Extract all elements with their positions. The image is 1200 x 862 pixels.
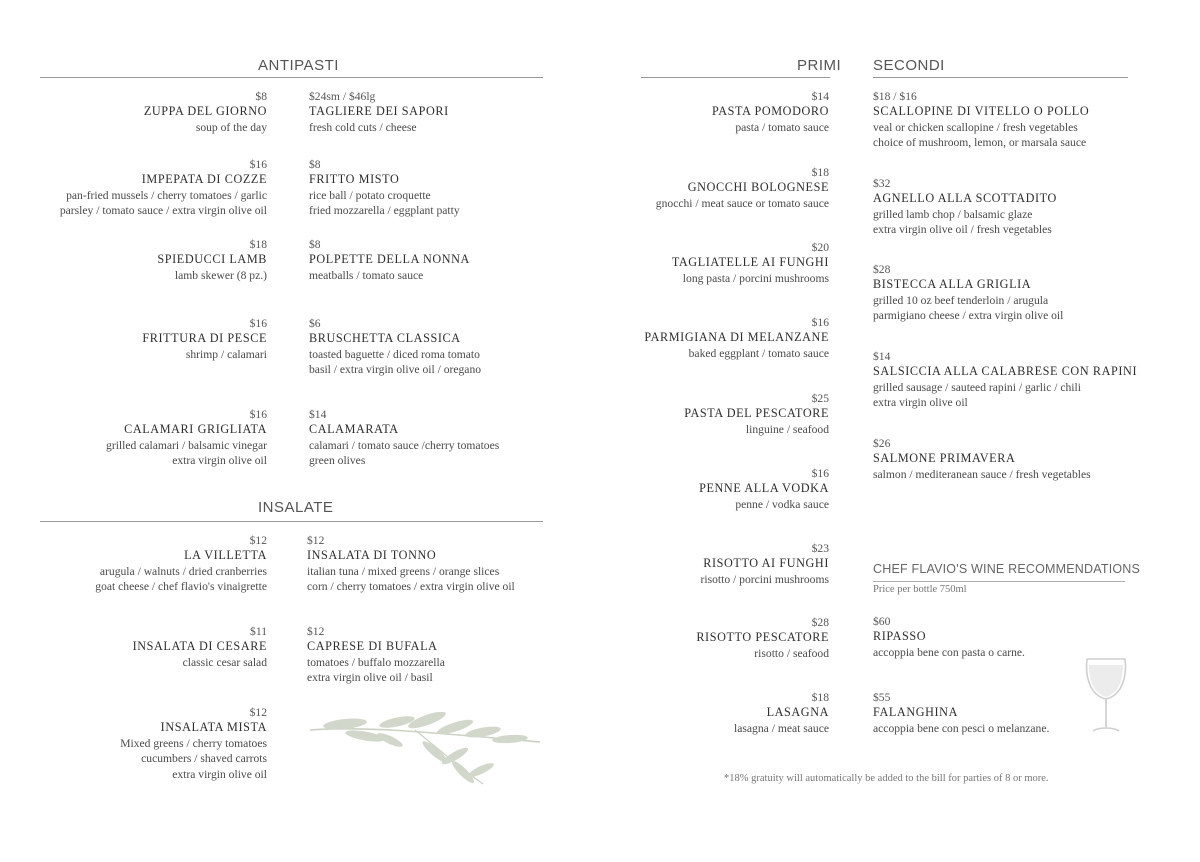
- item-price: $8: [309, 238, 321, 251]
- item-description: risotto / seafood: [754, 646, 829, 660]
- item-description: fresh cold cuts / cheese: [309, 120, 417, 134]
- item-description: cucumbers / shaved carrots: [141, 752, 267, 766]
- item-name: CALAMARI GRIGLIATA: [124, 422, 267, 437]
- item-description: grilled calamari / balsamic vinegar: [106, 438, 267, 452]
- item-name: CALAMARATA: [309, 422, 399, 437]
- menu-item: [7, 316, 267, 362]
- insalate-divider: [40, 521, 543, 522]
- item-description: penne / vodka sauce: [735, 497, 829, 511]
- item-price: $16: [249, 408, 267, 421]
- item-name: GNOCCHI BOLOGNESE: [687, 180, 829, 195]
- item-description: gnocchi / meat sauce or tomato sauce: [655, 196, 829, 210]
- item-price: $12: [249, 706, 267, 719]
- item-price: $60: [873, 615, 891, 628]
- item-description: extra virgin olive oil: [873, 396, 968, 410]
- menu-item: [873, 614, 1113, 660]
- item-description: goat cheese / chef flavio's vinaigrette: [95, 580, 267, 594]
- menu-item: [609, 541, 829, 587]
- wine-recommendations-heading: CHEF FLAVIO'S WINE RECOMMENDATIONS: [873, 562, 1141, 576]
- item-price: $18: [811, 166, 829, 179]
- wine-price-note: Price per bottle 750ml: [873, 584, 967, 595]
- olive-branch-icon: [305, 712, 545, 792]
- item-price: $23: [811, 542, 829, 555]
- item-name: BRUSCHETTA CLASSICA: [309, 331, 461, 346]
- secondi-heading: SECONDI: [873, 57, 945, 74]
- item-name: LA VILLETTA: [184, 548, 267, 563]
- menu-item: [7, 157, 267, 219]
- menu-item: [307, 533, 547, 595]
- item-description: fried mozzarella / eggplant patty: [309, 204, 460, 218]
- item-price: $24sm / $46lg: [309, 90, 376, 103]
- item-price: $14: [309, 408, 327, 421]
- item-name: RIPASSO: [873, 629, 927, 644]
- item-price: $16: [811, 467, 829, 480]
- menu-item: [309, 89, 549, 135]
- item-description: extra virgin olive oil / basil: [307, 671, 433, 685]
- item-description: salmon / mediteranean sauce / fresh vegetables: [873, 467, 1091, 481]
- item-price: $16: [249, 317, 267, 330]
- item-description: parmigiano cheese / extra virgin olive oil: [873, 309, 1064, 323]
- menu-item: [609, 315, 829, 361]
- item-price: $25: [811, 392, 829, 405]
- item-description: extra virgin olive oil: [172, 454, 267, 468]
- item-description: classic cesar salad: [182, 655, 267, 669]
- item-description: rice ball / potato croquette: [309, 188, 431, 202]
- menu-item: [609, 391, 829, 437]
- menu-item: [873, 436, 1163, 482]
- item-description: long pasta / porcini mushrooms: [682, 271, 829, 285]
- antipasti-heading: ANTIPASTI: [258, 57, 339, 74]
- item-price: $18: [811, 691, 829, 704]
- item-description: italian tuna / mixed greens / orange slices: [307, 564, 500, 578]
- menu-item: [7, 407, 267, 469]
- item-name: FALANGHINA: [873, 705, 958, 720]
- item-name: BISTECCA ALLA GRIGLIA: [873, 277, 1032, 292]
- menu-item: [307, 624, 547, 686]
- item-price: $6: [309, 317, 321, 330]
- item-name: INSALATA DI CESARE: [132, 639, 267, 654]
- item-description: grilled sausage / sauteed rapini / garlic / chili: [873, 380, 1081, 394]
- item-name: SALMONE PRIMAVERA: [873, 451, 1016, 466]
- menu-item: [7, 237, 267, 283]
- menu-item: [609, 615, 829, 661]
- menu-item: [873, 262, 1163, 324]
- item-name: CAPRESE DI BUFALA: [307, 639, 438, 654]
- item-description: parsley / tomato sauce / extra virgin olive oil: [59, 204, 267, 218]
- secondi-divider: [873, 77, 1128, 78]
- item-name: LASAGNA: [766, 705, 829, 720]
- item-name: PENNE ALLA VODKA: [699, 481, 829, 496]
- menu-item: [873, 89, 1163, 151]
- item-description: linguine / seafood: [745, 422, 829, 436]
- item-name: SALSICCIA ALLA CALABRESE CON RAPINI: [873, 364, 1138, 379]
- item-name: FRITTURA DI PESCE: [142, 331, 267, 346]
- item-description: lasagna / meat sauce: [734, 721, 829, 735]
- item-name: FRITTO MISTO: [309, 172, 400, 187]
- item-name: RISOTTO AI FUNGHI: [703, 556, 829, 571]
- menu-item: [609, 165, 829, 211]
- item-price: $55: [873, 691, 891, 704]
- item-description: pan-fried mussels / cherry tomatoes / garlic: [66, 188, 267, 202]
- menu-item: [7, 533, 267, 595]
- wine-divider: [873, 581, 1125, 582]
- item-name: SCALLOPINE DI VITELLO O POLLO: [873, 104, 1090, 119]
- item-name: PASTA POMODORO: [711, 104, 829, 119]
- item-description: toasted baguette / diced roma tomato: [309, 347, 480, 361]
- item-description: choice of mushroom, lemon, or marsala sauce: [873, 136, 1087, 150]
- item-name: IMPEPATA DI COZZE: [141, 172, 267, 187]
- item-description: grilled 10 oz beef tenderloin / arugula: [873, 293, 1049, 307]
- item-price: $26: [873, 437, 891, 450]
- item-price: $16: [811, 316, 829, 329]
- wine-glass-icon: [1083, 655, 1129, 735]
- item-price: $11: [250, 625, 267, 638]
- item-price: $12: [307, 625, 325, 638]
- item-description: green olives: [309, 454, 366, 468]
- item-name: SPIEDUCCI LAMB: [157, 252, 267, 267]
- item-price: $8: [309, 158, 321, 171]
- item-description: veal or chicken scallopine / fresh vegetables: [873, 120, 1078, 134]
- menu-item: [609, 89, 829, 135]
- item-name: INSALATA DI TONNO: [307, 548, 437, 563]
- item-name: INSALATA MISTA: [160, 720, 267, 735]
- item-description: basil / extra virgin olive oil / oregano: [309, 363, 482, 377]
- item-description: soup of the day: [195, 120, 267, 134]
- item-price: $18 / $16: [873, 90, 917, 103]
- antipasti-divider: [40, 77, 543, 78]
- item-description: corn / cherry tomatoes / extra virgin olive oil: [307, 580, 515, 594]
- item-description: extra virgin olive oil / fresh vegetables: [873, 223, 1052, 237]
- item-price: $16: [249, 158, 267, 171]
- menu-item: [609, 240, 829, 286]
- primi-heading: PRIMI: [797, 57, 842, 74]
- item-description: lamb skewer (8 pz.): [174, 268, 267, 282]
- item-price: $12: [307, 534, 325, 547]
- menu-item: [7, 705, 267, 782]
- item-price: $18: [249, 238, 267, 251]
- item-name: TAGLIERE DEI SAPORI: [309, 104, 449, 119]
- menu-item: [309, 407, 549, 469]
- item-price: $28: [811, 616, 829, 629]
- item-price: $8: [255, 90, 267, 103]
- menu-item: [873, 690, 1113, 736]
- item-price: $28: [873, 263, 891, 276]
- item-description: pasta / tomato sauce: [735, 120, 829, 134]
- item-price: $32: [873, 177, 891, 190]
- primi-divider: [641, 77, 830, 78]
- item-name: PASTA DEL PESCATORE: [684, 406, 829, 421]
- item-name: TAGLIATELLE AI FUNGHI: [671, 255, 829, 270]
- item-description: accoppia bene con pesci o melanzane.: [873, 721, 1050, 735]
- item-price: $14: [873, 350, 891, 363]
- item-description: accoppia bene con pasta o carne.: [873, 645, 1025, 659]
- item-price: $20: [811, 241, 829, 254]
- menu-item: [873, 176, 1163, 238]
- item-description: calamari / tomato sauce /cherry tomatoes: [309, 438, 500, 452]
- item-description: shrimp / calamari: [185, 347, 267, 361]
- item-price: $14: [811, 90, 829, 103]
- item-price: $12: [249, 534, 267, 547]
- item-description: grilled lamb chop / balsamic glaze: [873, 207, 1033, 221]
- menu-item: [609, 466, 829, 512]
- menu-item: [609, 690, 829, 736]
- insalate-heading: INSALATE: [258, 499, 334, 516]
- item-description: Mixed greens / cherry tomatoes: [120, 736, 267, 750]
- item-description: arugula / walnuts / dried cranberries: [99, 564, 267, 578]
- menu-item: [7, 624, 267, 670]
- menu-item: [7, 89, 267, 135]
- item-name: ZUPPA DEL GIORNO: [143, 104, 267, 119]
- item-description: extra virgin olive oil: [172, 767, 267, 781]
- item-name: RISOTTO PESCATORE: [696, 630, 829, 645]
- item-name: POLPETTE DELLA NONNA: [309, 252, 470, 267]
- item-description: tomatoes / buffalo mozzarella: [307, 655, 445, 669]
- item-description: baked eggplant / tomato sauce: [688, 346, 829, 360]
- gratuity-footnote: *18% gratuity will automatically be added to the bill for parties of 8 or more.: [724, 773, 1049, 784]
- item-description: meatballs / tomato sauce: [309, 268, 424, 282]
- item-name: PARMIGIANA DI MELANZANE: [644, 330, 829, 345]
- menu-item: [309, 157, 549, 219]
- item-name: AGNELLO ALLA SCOTTADITO: [873, 191, 1057, 206]
- menu-item: [309, 316, 549, 378]
- item-description: risotto / porcini mushrooms: [700, 572, 829, 586]
- menu-item: [873, 349, 1163, 411]
- menu-item: [309, 237, 549, 283]
